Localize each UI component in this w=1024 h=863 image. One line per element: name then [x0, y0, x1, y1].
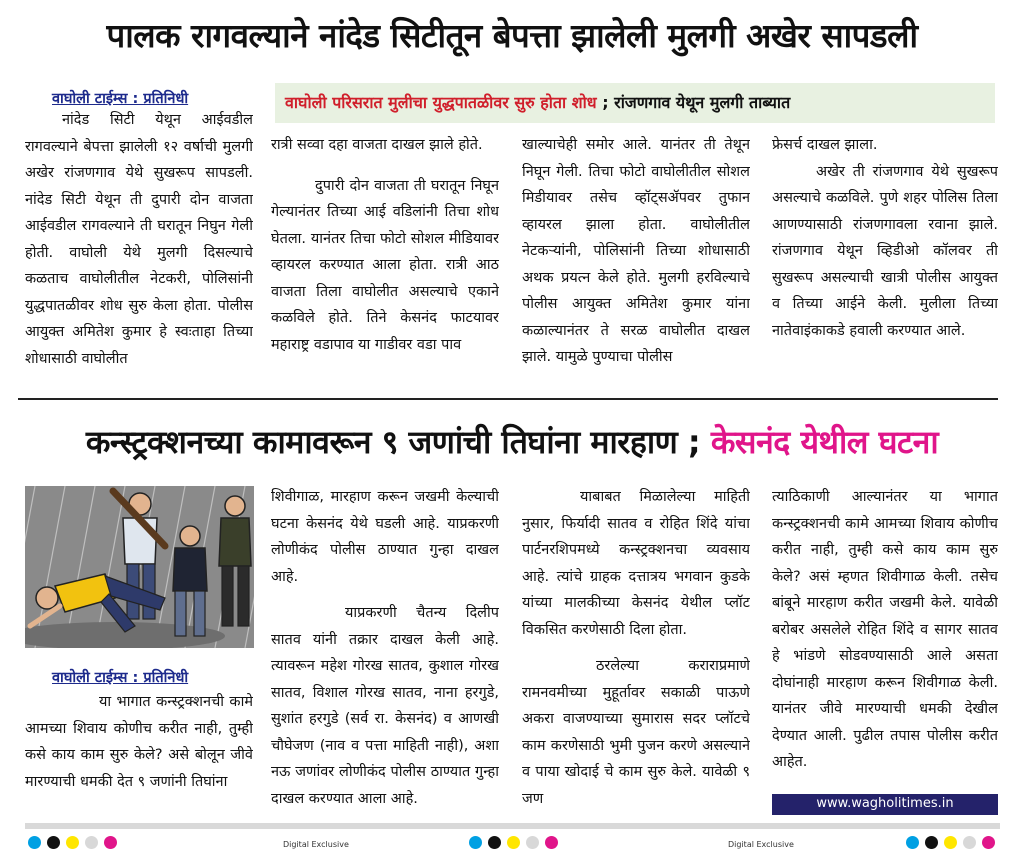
section-divider — [18, 398, 998, 400]
yellow-dot — [944, 836, 957, 849]
registration-dots-right — [906, 836, 995, 849]
story1-column-4 — [772, 132, 998, 394]
assault-illustration-icon — [25, 486, 254, 648]
subheadline-bar — [275, 83, 995, 123]
story1-column-1 — [25, 107, 253, 394]
story1-column-2 — [271, 132, 499, 394]
footer-label-2: Digital Exclusive — [728, 840, 794, 849]
story1-col4-text-b: अखेर ती रांजणगाव येथे सुखरूप असल्याचे कळविले. पुणे शहर पोलिस तिला आणण्यासाठी रांजणगावला रवाना झाले. रांजणगाव येथून व्हिडीओ कॉलवर ती सुखरूप असल्याची खात्री पोलीस आयुक्त व तिच्या आईने केली. मुलीला तिच्या नातेवाइंकाकडे हवाली करण्यात आले. — [772, 163, 998, 339]
cyan-dot — [28, 836, 41, 849]
story2-column-1 — [25, 689, 253, 817]
story1-col3-text: खाल्याचेही समोर आले. यानंतर ती तेथून निघून गेली. तिचा फोटो वाघोलीतील सोशल मिडीयावर तसेच व्हॉट्सॲपवर तुफान व्हायरल झाला होता. वाघोलीतील नेटकऱ्यांनी, पोलिसांनी तिच्या शोधासाठी अथक प्रयत्न केले होते. मुलगी हरविल्याचे पोलीस आयुक्त अमितेश कुमार यांना कळाल्यानंतर ते सरळ वाघोलीत दाखल झाले. यामुळे पुण्याचा पोलीस — [522, 137, 750, 365]
magenta-dot — [982, 836, 995, 849]
story1-col1-text: नांदेड सिटी येथून आईवडील रागवल्याने बेपत्ता झालेली १२ वर्षाची मुलगी अखेर रांजणगाव येथे सुखरूप सापडली. नांदेड सिटी येथून ती दुपारी दोन वाजता आईवडील रागवल्याने ती घरातून निघुन गेली होती. वाघोली येथे मुलगी दिसल्याचे कळताच वाघोलीतील नेटकरी, पोलिसांनी युद्धपातळीवर शोध सुरु केला होता. पोलीस आयुक्त अमितेश कुमार हे स्वःताहा तिच्या शोधासाठी वाघोलीत — [25, 112, 253, 367]
website-url[interactable]: www.wagholitimes.in — [816, 796, 954, 811]
registration-dots-center — [469, 836, 558, 849]
yellow-dot — [507, 836, 520, 849]
story1-column-3 — [522, 132, 750, 394]
yellow-dot — [66, 836, 79, 849]
website-url-bar[interactable] — [772, 794, 998, 815]
byline-story2: वाघोली टाईम्स : प्रतिनिधी — [52, 670, 189, 686]
subheadline-black: ; रांजणगाव येथून मुलगी ताब्यात — [596, 93, 791, 112]
registration-dots-left — [28, 836, 117, 849]
footer-label-1: Digital Exclusive — [283, 840, 349, 849]
headline-2-pink: केसनंद येथील घटना — [710, 423, 939, 461]
footer-rule — [25, 823, 1000, 829]
grey-dot — [963, 836, 976, 849]
story1-col2-text-b: दुपारी दोन वाजता ती घरातून निघून गेल्यानंतर तिच्या आई वडिलांनी तिचा शोध घेतला. यानंतर तिचा फोटो सोशल मीडियावर व्हायरल करण्यात आला होता. रात्री आठ वाजता तिला वाघोलीत असल्याचे एकाने कळविले होते. तिने केसनंद फाटयावर महाराष्ट्र वडापाव या गाडीवर वडा पाव — [271, 177, 499, 353]
cyan-dot — [469, 836, 482, 849]
headline-2-black: कन्स्ट्रक्शनच्या कामावरून ९ जणांची तिघांना मारहाण ; — [85, 423, 711, 461]
story1-col4-text-a: फ्रेसर्च दाखल झाला. — [772, 137, 878, 153]
story2-column-3 — [522, 484, 750, 817]
story2-col3-text-b: ठरलेल्या कराराप्रमाणे रामनवमीच्या मुहूर्तावर सकाळी पाऊणे अकरा वाजण्याच्या सुमारास सदर प्लॉटचे काम करणेसाठी भुमी पुजन करणे असल्याने व पाया खोदाई चे काम सुरु केले. यावेळी ९ जण — [522, 658, 750, 807]
headline-2 — [0, 420, 1024, 463]
story2-col2-text-b: याप्रकरणी चैतन्य दिलीप सातव यांनी तक्रार दाखल केली आहे. त्यावरून महेश गोरख सातव, कुशाल गोरख सातव, विशाल गोरख सातव, नाना हरगुडे, सुशांत हरगुडे (सर्व रा. केसनंद) व आणखी चौघेजण (नाव व पत्ता माहिती नाही), अशा नऊ जणांवर लोणीकंद पोलीस ठाण्यात गुन्हा दाखल करण्यात आला आहे. — [271, 605, 499, 807]
magenta-dot — [104, 836, 117, 849]
subheadline-red: वाघोली परिसरात मुलीचा युद्धपातळीवर सुरु होता शोध — [285, 93, 597, 112]
cyan-dot — [906, 836, 919, 849]
story2-column-4 — [772, 484, 998, 790]
story2-col4-text: त्याठिकाणी आल्यानंतर या भागात कन्स्ट्रक्शनची कामे आमच्या शिवाय कोणीच करीत नाही, तुम्ही कसे काय काम सुरु केले? असं म्हणत शिवीगाळ केली. तसेच बांबूने मारहाण करीत जखमी केले. यावेळी बरोबर असलेले रोहित शिंदे व सागर सातव हे भांडणे सोडवण्यासाठी आले असता दोघांनाही मारहाण करून शिवीगाळ केली. यानंतर जीवे मारण्याची धमकी देखील देण्यात आली. पुढील तपास पोलीस करीत आहेत. — [772, 489, 998, 770]
magenta-dot — [545, 836, 558, 849]
black-dot — [925, 836, 938, 849]
story1-col2-text-a: रात्री सव्वा दहा वाजता दाखल झाले होते. — [271, 137, 483, 153]
headline-top: पालक रागवल्याने नांदेड सिटीतून बेपत्ता झालेली मुलगी अखेर सापडली — [106, 16, 918, 55]
story2-col2-text-a: शिवीगाळ, मारहाण करून जखमी केल्याची घटना केसनंद येथे घडली आहे. याप्रकरणी लोणीकंद पोलीस ठाण्यात गुन्हा दाखल आहे. — [271, 489, 499, 585]
black-dot — [488, 836, 501, 849]
grey-dot — [526, 836, 539, 849]
story2-col3-text-a: याबाबत मिळालेल्या माहिती नुसार, फिर्यादी सातव व रोहित शिंदे यांचा पार्टनरशिपमध्ये कन्स्ट्रक्शनचा व्यवसाय आहे. त्यांचे ग्राहक दत्तात्रय भगवान कुडके यांच्या मालकीच्या केसनंद येथील प्लॉट विकसित करणेसाठी दिला होता. — [522, 489, 750, 638]
grey-dot — [85, 836, 98, 849]
story2-col1-text: या भागात कन्स्ट्रक्शनची कामे आमच्या शिवाय कोणीच करीत नाही, तुम्ही कसे काय काम सुरु केले? असे बोलून जीवे मारण्याची धमकी देत ९ जणांनी तिघांना — [25, 694, 253, 790]
black-dot — [47, 836, 60, 849]
story2-column-2 — [271, 484, 499, 817]
byline-story1: वाघोली टाईम्स : प्रतिनिधी — [52, 91, 189, 107]
